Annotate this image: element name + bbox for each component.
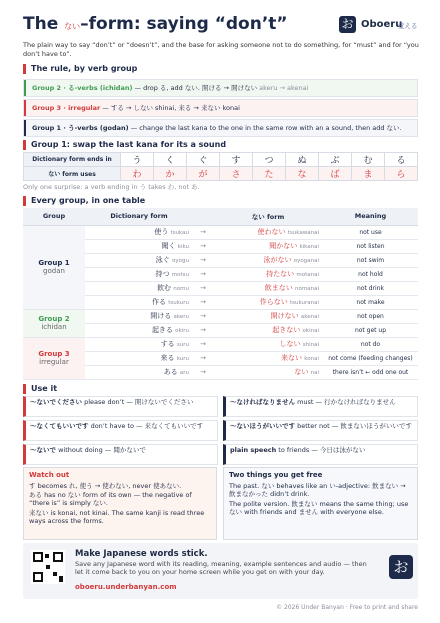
table-row [23, 337, 418, 351]
dict-form: 作る tsukuru [85, 295, 193, 309]
free-heading: Two things you get free [229, 471, 323, 479]
arrow-icon: → [193, 365, 213, 379]
kana-cell: つ [253, 153, 286, 167]
nai-form: 作らない tsukuranai [213, 295, 323, 309]
use-item: plain speech to friends — 今日は泳がない [223, 444, 418, 465]
watch-line: 来ない is konai, not kinai. The same kanji is read three ways across the forms. [29, 509, 205, 525]
dict-form: 聞く kiku [85, 239, 193, 253]
arrow-icon: → [193, 295, 213, 309]
kana-row1-label: Dictionary form ends in [24, 153, 121, 167]
dict-form: 使う tsukau [85, 225, 193, 239]
meaning: not hold [323, 267, 418, 281]
group-label: Group 2 ichidan [23, 309, 85, 337]
meaning: not come (feeding changes) [323, 351, 418, 365]
nai-form: 開けない akenai [213, 309, 323, 323]
free-line: The past. ない behaves like an い-adjective: 飲まない → 飲まなかった didn’t drink. [229, 482, 406, 498]
kana-cell: ぶ [319, 153, 352, 167]
dict-form: 泳ぐ oyogu [85, 253, 193, 267]
group-label: Group 3 irregular [23, 337, 85, 379]
rule-group2: Group 2 · る-verbs (ichidan) — drop る, add ない. 開ける → 開けない akeru → akenai [23, 79, 418, 97]
dict-form: 開ける akeru [85, 309, 193, 323]
kana-cell: が [187, 167, 220, 181]
dict-form: 持つ motsu [85, 267, 193, 281]
meaning: not get up [323, 323, 418, 337]
kana-cell: ら [385, 167, 418, 181]
watch-line: す becomes れ, 使う → 使わない, never 使あない. [29, 482, 182, 490]
meaning: not do [323, 337, 418, 351]
dict-form: する suru [85, 337, 193, 351]
nai-form: 持たない motanai [213, 267, 323, 281]
col-dict: Dictionary form [85, 208, 193, 225]
qr-code-icon[interactable] [31, 550, 65, 584]
meaning: not drink [323, 281, 418, 295]
kana-cell: す [220, 153, 253, 167]
dict-form: 飲む nomu [85, 281, 193, 295]
brand-logo-icon: お [339, 16, 356, 33]
footer-logo-icon: お [389, 555, 413, 579]
watch-heading: Watch out [29, 471, 70, 479]
arrow-icon: → [193, 225, 213, 239]
rule-group1: Group 1 · う-verbs (godan) — change the last kana to the one in the same row with an a sound, then add ない. [23, 119, 418, 137]
kana-heading: Group 1: swap the last kana for its a sound [23, 140, 226, 150]
kana-table [23, 152, 418, 181]
arrow-icon: → [193, 267, 213, 281]
use-item: 〜ないでください please don’t — 開けないでください [23, 396, 218, 417]
kana-cell: ぬ [286, 153, 319, 167]
meaning: not make [323, 295, 418, 309]
nai-form: 聞かない kikanai [213, 239, 323, 253]
arrow-icon: → [193, 253, 213, 267]
nai-form: 起きない okinai [213, 323, 323, 337]
col-meaning: Meaning [323, 208, 418, 225]
meaning: not open [323, 309, 418, 323]
every-heading: Every group, in one table [23, 196, 145, 206]
kana-cell: る [385, 153, 418, 167]
nai-form: 泳がない oyoganai [213, 253, 323, 267]
kana-cell: く [154, 153, 187, 167]
rule-heading: The rule, by verb group [23, 64, 137, 74]
footer-promo [23, 543, 418, 599]
use-item: 〜ないほうがいいです better not — 飲まないほうがいいです [223, 420, 418, 441]
kana-note: Only one surprise: a verb ending in う takes わ, not あ. [23, 183, 200, 191]
meaning: not use [323, 225, 418, 239]
kana-cell: む [352, 153, 385, 167]
credit: © 2026 Under Banyan · Free to print and share [276, 604, 418, 611]
use-item: 〜ないで without doing — 聞かないで [23, 444, 218, 465]
page-title: The ない–form: saying “don’t” [23, 14, 288, 34]
use-item: 〜なければなりません must — 行かなければなりません [223, 396, 418, 417]
kana-cell: か [154, 167, 187, 181]
watch-box [23, 467, 217, 540]
nai-form: 使わない tsukawanai [213, 225, 323, 239]
dict-form: 起きる okiru [85, 323, 193, 337]
kana-cell: わ [121, 167, 154, 181]
watch-line: ある has no ない form of its own — the negative of “there is” is simply ない. [29, 491, 192, 507]
nai-form: 来ない konai [213, 351, 323, 365]
use-item: 〜なくてもいいです don’t have to — 来なくてもいいです [23, 420, 218, 441]
kana-cell: う [121, 153, 154, 167]
nai-form: 飲まない nomanai [213, 281, 323, 295]
kana-cell: ぐ [187, 153, 220, 167]
nai-form: ない nai [213, 365, 323, 379]
kana-cell: ま [352, 167, 385, 181]
dict-form: ある aru [85, 365, 193, 379]
group-label: Group 1 godan [23, 225, 85, 309]
arrow-icon: → [193, 337, 213, 351]
dict-form: 来る kuru [85, 351, 193, 365]
kana-cell: さ [220, 167, 253, 181]
every-table [23, 208, 418, 380]
table-row [23, 225, 418, 239]
brand-sub: 覚える [398, 22, 418, 30]
footer-url[interactable]: oboeru.underbanyan.com [75, 583, 177, 591]
col-group: Group [23, 208, 85, 225]
intro-text: The plain way to say “don’t” or “doesn’t”, and the base for asking someone not to do something, for “must” and for “you don’t have to”. [23, 41, 419, 58]
arrow-icon: → [193, 323, 213, 337]
rule-group3: Group 3 · irregular — する → しない shinai, 来る → 来ない konai [23, 99, 418, 117]
footer-title: Make Japanese words stick. [75, 549, 208, 559]
kana-cell: な [286, 167, 319, 181]
use-heading: Use it [23, 384, 57, 394]
arrow-icon: → [193, 281, 213, 295]
kana-row2-label: ない form uses [24, 167, 121, 181]
meaning: not listen [323, 239, 418, 253]
arrow-icon: → [193, 239, 213, 253]
free-box [223, 467, 418, 540]
kana-cell: た [253, 167, 286, 181]
brand-name: Oboeru [361, 19, 403, 30]
arrow-icon: → [193, 351, 213, 365]
kana-cell: ば [319, 167, 352, 181]
footer-text: Save any Japanese word with its reading, meaning, example sentences and audio — then let it come back to you on your home screen while you get on with your day. [75, 560, 367, 576]
meaning: not swim [323, 253, 418, 267]
table-row [23, 309, 418, 323]
free-line: The polite version. 飲まない means the same thing; use ない with friends and ません with everyone else. [229, 500, 409, 516]
nai-form: しない shinai [213, 337, 323, 351]
meaning: there isn’t ← odd one out [323, 365, 418, 379]
col-nai: ない form [213, 208, 323, 225]
arrow-icon: → [193, 309, 213, 323]
